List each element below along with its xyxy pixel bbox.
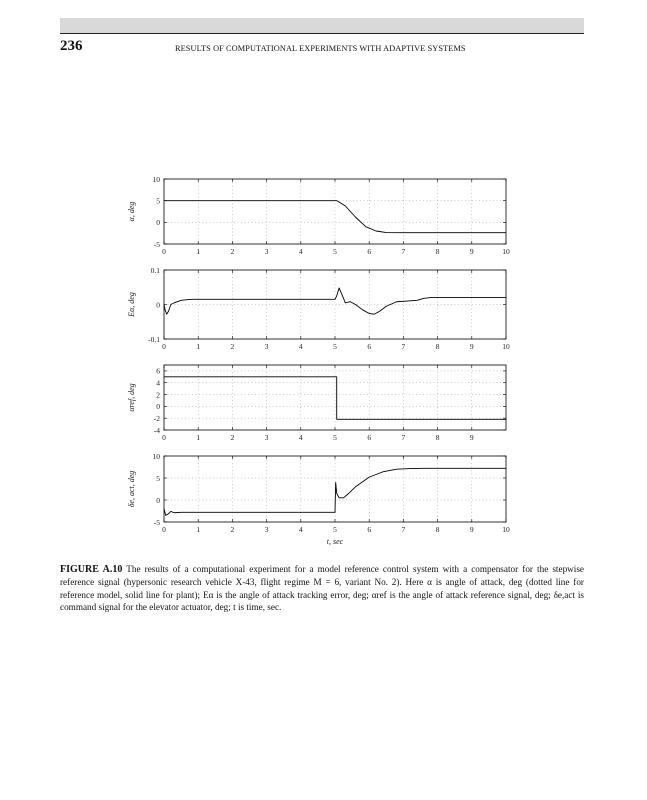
x-tick-label: 2	[230, 247, 235, 256]
y-tick-label: 0	[156, 300, 160, 310]
x-tick-label: 10	[502, 342, 510, 351]
y-axis-label: αref, deg	[127, 383, 136, 412]
series-line	[164, 201, 506, 233]
y-tick-label: 5	[156, 473, 160, 483]
x-tick-label: 6	[367, 525, 372, 534]
y-tick-label: -5	[153, 517, 160, 527]
y-tick-label: -2	[153, 413, 160, 423]
x-tick-label: 1	[196, 247, 201, 256]
x-tick-label: 9	[469, 525, 474, 534]
y-axis-label: δe, act, deg	[127, 470, 136, 508]
x-tick-label: 9	[469, 342, 474, 351]
y-tick-label: -4	[153, 425, 160, 435]
x-tick-label: 3	[264, 525, 269, 534]
x-tick-label: 5	[333, 342, 337, 351]
y-tick-label: -5	[153, 239, 160, 249]
x-tick-label: 7	[401, 525, 406, 534]
x-tick-label: 10	[502, 247, 510, 256]
x-tick-label: 6	[367, 342, 372, 351]
x-tick-label: 4	[298, 342, 303, 351]
x-tick-label: 7	[401, 247, 406, 256]
y-tick-label: 0	[156, 495, 160, 505]
y-tick-label: 10	[152, 174, 160, 184]
x-tick-label: 7	[401, 433, 406, 442]
y-axis-label: Eα, deg	[127, 292, 136, 317]
caption-text: The results of a computational experiment for a model reference control system with a compensator for the stepwise reference signal (hypersonic research vehicle X-43, flight regime M = 6, variant No. 2). Here α is angle of attack, deg (dotted line for reference model, solid line for plant); Eα is the angle of attack tracking error, deg; αref is the angle of attack reference signal, deg; δe,act is command signal for the elevator actuator, deg; t is time, sec.	[60, 564, 585, 612]
y-tick-label: 0.1	[150, 265, 160, 275]
x-tick-label: 2	[230, 433, 235, 442]
x-tick-label: 1	[196, 433, 201, 442]
x-tick-label: 4	[298, 433, 303, 442]
x-tick-label: 3	[264, 433, 269, 442]
x-tick-label: 9	[469, 247, 474, 256]
x-tick-label: 8	[435, 247, 440, 256]
y-axis-label: α, deg	[127, 201, 136, 222]
x-tick-label: 5	[333, 433, 337, 442]
y-tick-label: 5	[156, 196, 160, 206]
y-tick-label: 10	[152, 451, 160, 461]
running-title: RESULTS OF COMPUTATIONAL EXPERIMENTS WITH ADAPTIVE SYSTEMS	[175, 44, 466, 53]
x-tick-label: 8	[435, 525, 440, 534]
y-tick-label: 6	[156, 366, 160, 376]
x-tick-label: 10	[502, 525, 510, 534]
x-tick-label: 1	[196, 525, 201, 534]
x-tick-label: 0	[162, 247, 166, 256]
x-tick-label: 4	[298, 247, 303, 256]
x-tick-label: 6	[367, 433, 372, 442]
x-tick-label: 2	[230, 342, 235, 351]
y-tick-label: 4	[156, 378, 160, 388]
x-tick-label: 5	[333, 525, 337, 534]
x-tick-label: 4	[298, 525, 303, 534]
x-tick-label: 0	[162, 525, 166, 534]
x-tick-label: 8	[435, 433, 440, 442]
x-tick-label: 2	[230, 525, 235, 534]
y-tick-label: -0.1	[148, 334, 160, 344]
x-tick-label: 1	[196, 342, 201, 351]
x-tick-label: 7	[401, 342, 406, 351]
x-tick-label: 9	[469, 433, 474, 442]
x-tick-label: 0	[162, 342, 166, 351]
x-tick-label: 3	[264, 342, 269, 351]
y-tick-label: 2	[156, 390, 160, 400]
x-tick-label: 0	[162, 433, 166, 442]
caption-label: FIGURE A.10	[60, 564, 123, 575]
x-tick-label: 3	[264, 247, 269, 256]
x-tick-label: 6	[367, 247, 372, 256]
y-tick-label: 0	[156, 218, 160, 228]
x-axis-label: t, sec	[326, 537, 344, 546]
page-number: 236	[60, 38, 83, 54]
figure-caption	[60, 563, 584, 613]
x-tick-label: 5	[333, 247, 337, 256]
x-tick-label: 8	[435, 342, 440, 351]
y-tick-label: 0	[156, 402, 160, 412]
